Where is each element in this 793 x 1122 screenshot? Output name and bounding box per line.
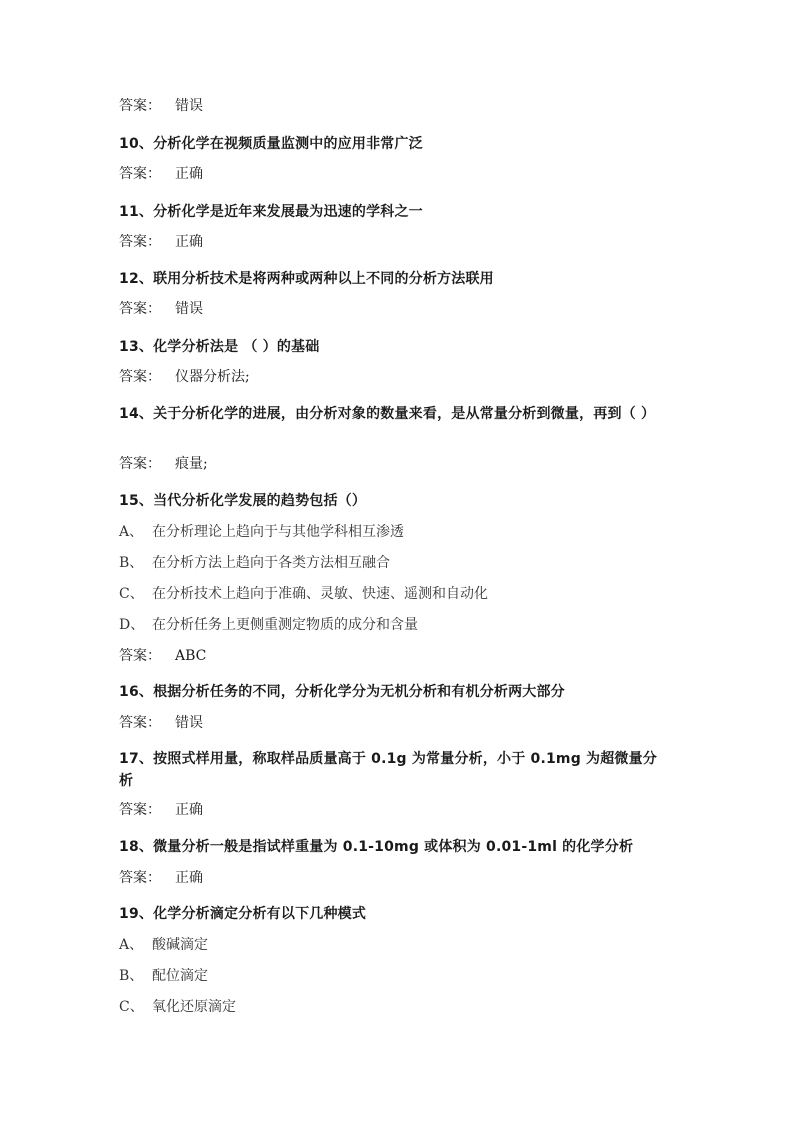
option-text: 酸碱滴定 — [152, 937, 208, 953]
answer-line — [119, 454, 208, 474]
answer-line — [119, 367, 250, 387]
answer-value: 正确 — [175, 166, 203, 182]
answer-label: 答案： — [119, 456, 161, 472]
question-19: 19、化学分析滴定分析有以下几种模式 — [119, 906, 367, 922]
option-text: 在分析技术上趋向于准确、灵敏、快速、遥测和自动化 — [152, 586, 488, 602]
answer-label: 答案： — [119, 301, 161, 317]
question-18: 18、微量分析一般是指试样重量为 0.1-10mg 或体积为 0.01-1ml 的化学分析 — [119, 839, 634, 855]
question-15: 15、当代分析化学发展的趋势包括（） — [119, 493, 367, 509]
answer-value: 错误 — [175, 98, 203, 114]
option-label: B、 — [119, 968, 144, 984]
option-text: 氧化还原滴定 — [152, 999, 236, 1015]
option-label: B、 — [119, 555, 144, 571]
question-13: 13、化学分析法是 （ ）的基础 — [119, 339, 320, 355]
answer-line — [119, 96, 203, 116]
answer-line — [119, 646, 206, 666]
answer-value: 错误 — [175, 715, 203, 731]
option-label: C、 — [119, 999, 144, 1015]
option-line — [119, 997, 236, 1017]
question-12: 12、联用分析技术是将两种或两种以上不同的分析方法联用 — [119, 271, 494, 287]
option-line — [119, 615, 418, 635]
answer-label: 答案： — [119, 715, 161, 731]
answer-label: 答案： — [119, 802, 161, 818]
answer-label: 答案： — [119, 648, 161, 664]
answer-value: 正确 — [175, 802, 203, 818]
option-label: A、 — [119, 937, 144, 953]
answer-line — [119, 164, 203, 184]
option-text: 在分析任务上更侧重测定物质的成分和含量 — [152, 617, 418, 633]
question-11: 11、分析化学是近年来发展最为迅速的学科之一 — [119, 204, 423, 220]
option-line — [119, 584, 488, 604]
option-text: 配位滴定 — [152, 968, 208, 984]
option-line — [119, 553, 390, 573]
answer-line — [119, 299, 203, 319]
answer-value: 仪器分析法; — [175, 369, 250, 385]
option-line — [119, 522, 404, 542]
answer-label: 答案： — [119, 369, 161, 385]
question-14: 14、关于分析化学的进展，由分析对象的数量来看，是从常量分析到微量，再到（ ） — [119, 406, 656, 422]
question-16: 16、根据分析任务的不同，分析化学分为无机分析和有机分析两大部分 — [119, 684, 565, 700]
answer-value: 痕量; — [175, 456, 208, 472]
answer-value: 错误 — [175, 301, 203, 317]
answer-label: 答案： — [119, 234, 161, 250]
answer-label: 答案： — [119, 870, 161, 886]
answer-line — [119, 232, 203, 252]
answer-line — [119, 713, 203, 733]
option-line — [119, 966, 208, 986]
option-label: D、 — [119, 617, 145, 633]
option-text: 在分析理论上趋向于与其他学科相互渗透 — [152, 524, 404, 540]
answer-line — [119, 868, 203, 888]
option-label: C、 — [119, 586, 144, 602]
answer-label: 答案： — [119, 166, 161, 182]
question-10: 10、分析化学在视频质量监测中的应用非常广泛 — [119, 136, 423, 152]
answer-line — [119, 800, 203, 820]
option-line — [119, 935, 208, 955]
answer-value: ABC — [175, 648, 207, 664]
option-text: 在分析方法上趋向于各类方法相互融合 — [152, 555, 390, 571]
answer-value: 正确 — [175, 234, 203, 250]
answer-label: 答案： — [119, 98, 161, 114]
question-17: 17、按照式样用量，称取样品质量高于 0.1g 为常量分析，小于 0.1mg 为超微量分析 — [119, 751, 658, 789]
answer-value: 正确 — [175, 870, 203, 886]
option-label: A、 — [119, 524, 144, 540]
